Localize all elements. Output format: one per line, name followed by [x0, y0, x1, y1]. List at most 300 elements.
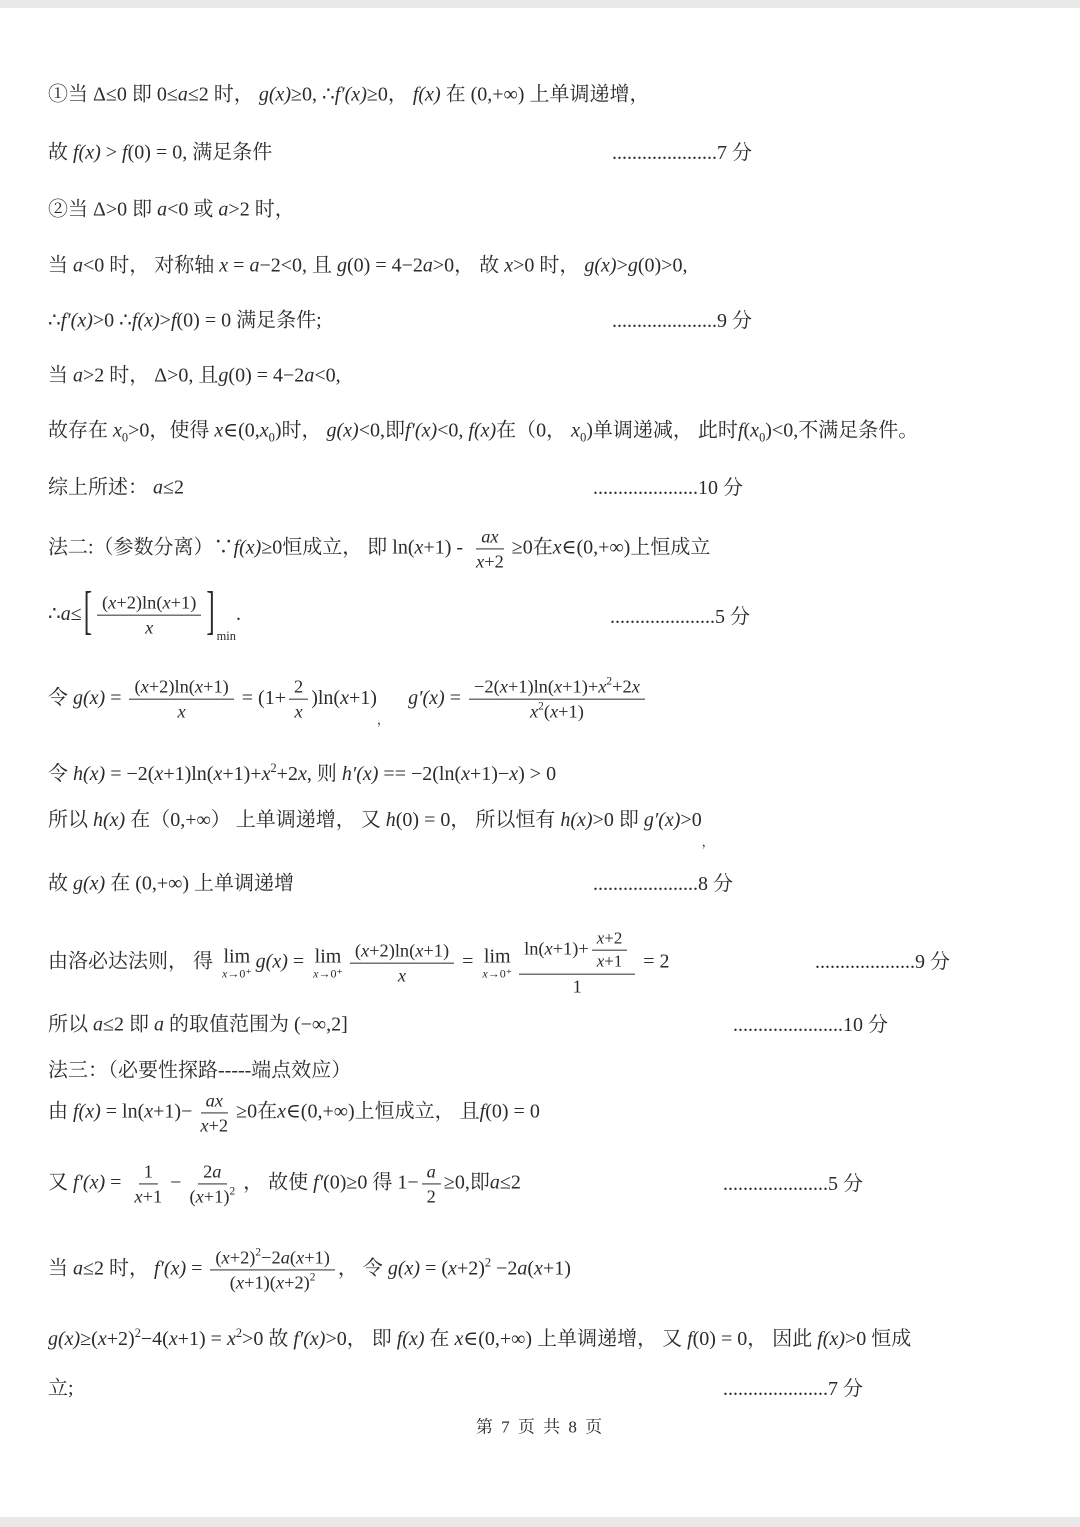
- math-var: g(x): [73, 872, 106, 895]
- math-text: 当: [48, 254, 73, 277]
- math-limit: [482, 946, 512, 980]
- math-text: 立;: [48, 1377, 74, 1400]
- math-var: a: [73, 254, 83, 277]
- math-text: 2: [538, 700, 544, 713]
- math-text: +1): [203, 1186, 230, 1207]
- math-fraction: [210, 1246, 334, 1293]
- math-var: x: [504, 254, 514, 277]
- math-var: ax: [481, 526, 499, 547]
- limit-under: [313, 967, 343, 980]
- math-var: f: [170, 309, 177, 332]
- math-var: f′(x): [73, 1171, 106, 1194]
- fraction-denominator: [290, 700, 308, 723]
- math-text: +2): [456, 1257, 485, 1280]
- math-var: x: [194, 676, 204, 697]
- fraction-denominator: [173, 700, 191, 723]
- limit-word: lim: [314, 945, 342, 968]
- page-bottom-edge: [0, 1517, 1080, 1527]
- math-text: 法三：（必要性探路-----端点效应）: [48, 1059, 352, 1082]
- math-low-subscript: [702, 835, 714, 849]
- math-var: a: [517, 1257, 528, 1280]
- math-line: [48, 1160, 1060, 1207]
- math-text: ∈(0,+∞)上恒成立: [561, 536, 711, 559]
- math-var: x: [750, 419, 760, 442]
- math-var: f(x): [468, 419, 497, 442]
- math-line: [48, 761, 1060, 787]
- math-var: a: [153, 1013, 164, 1036]
- math-text: ∴: [48, 309, 61, 332]
- math-text: 法二:（参数分离）∵: [48, 536, 234, 559]
- math-text: +2: [612, 676, 632, 697]
- math-text: (: [189, 1186, 196, 1207]
- math-text: 2: [270, 761, 277, 775]
- math-var: x: [221, 1247, 230, 1268]
- math-line: [48, 141, 1060, 166]
- score-marker: .....................8 分: [593, 872, 733, 895]
- fraction-denominator: [225, 1271, 321, 1294]
- score-marker: .....................7 分: [612, 141, 752, 164]
- math-var: x: [226, 1328, 236, 1350]
- math-text: 令: [48, 763, 73, 785]
- score-marker: .....................9 分: [612, 309, 752, 332]
- math-text: (0)>0,: [637, 254, 688, 277]
- math-var: x: [154, 763, 164, 785]
- math-var: f(x): [131, 309, 160, 332]
- math-var: x: [219, 254, 229, 277]
- fraction-numerator: [289, 676, 308, 700]
- math-line: [48, 872, 1060, 897]
- math-text: >0 时，: [513, 254, 585, 277]
- math-text: >0， 故: [432, 254, 505, 277]
- math-text: = −2(: [105, 763, 155, 785]
- fraction-numerator: [129, 676, 233, 700]
- math-var: a: [304, 364, 315, 387]
- math-var: x: [534, 1257, 543, 1280]
- math-line: [48, 676, 1060, 729]
- math-text: == −2(ln(: [378, 763, 462, 785]
- math-line: [48, 254, 1060, 279]
- fraction-denominator: [471, 550, 509, 573]
- math-text: <0,: [437, 419, 469, 442]
- math-var: g(x): [73, 686, 106, 709]
- math-line: [48, 1013, 1060, 1038]
- math-text: 在（0，: [496, 419, 572, 442]
- math-var: a: [212, 1161, 222, 1182]
- math-text: 由洛必达法则， 得: [48, 950, 218, 973]
- math-text: =: [444, 686, 466, 709]
- math-text: 综上所述：: [48, 476, 153, 499]
- math-var: x: [340, 686, 349, 709]
- math-line: [48, 1246, 1060, 1293]
- math-text: +1)+: [562, 676, 599, 697]
- math-var: f′(x): [334, 83, 367, 106]
- math-var: f: [687, 1328, 693, 1350]
- math-text: +1)−: [153, 1100, 193, 1123]
- math-line: [48, 476, 1060, 501]
- math-var: f(x): [396, 1328, 425, 1350]
- score-marker: .....................7 分: [723, 1377, 863, 1400]
- math-text: ≤2: [499, 1171, 521, 1194]
- math-text: = (: [420, 1257, 449, 1280]
- math-var: f(x): [233, 536, 262, 559]
- math-text: +2): [229, 1247, 256, 1268]
- math-text: +2: [604, 928, 623, 948]
- math-fraction: [97, 592, 201, 639]
- fraction-numerator: [139, 1160, 158, 1184]
- math-text: ∈(0,+∞)上恒成立， 且: [286, 1100, 480, 1123]
- math-text: (0)≥0 得 1−: [323, 1171, 419, 1194]
- math-text: 2: [235, 1326, 243, 1340]
- fraction-denominator: [422, 1185, 441, 1208]
- math-text: +1) -: [423, 536, 469, 559]
- math-fraction: [289, 676, 308, 723]
- fraction-numerator: [198, 1160, 226, 1184]
- math-text: >0 ∴: [92, 309, 132, 332]
- math-var: x: [108, 592, 117, 613]
- math-text: ≥(: [80, 1328, 98, 1350]
- math-var: x: [571, 419, 581, 442]
- math-text: +2): [284, 1272, 310, 1293]
- page-top-edge: [0, 0, 1080, 8]
- fraction-denominator: [525, 700, 589, 723]
- math-var: a: [93, 1013, 103, 1036]
- fraction-numerator: [210, 1246, 334, 1270]
- score-marker: ....................9 分: [815, 951, 950, 974]
- math-text: ln(: [524, 938, 545, 959]
- score-marker: .....................5 分: [723, 1172, 863, 1195]
- math-text: (: [229, 1272, 236, 1293]
- math-text: +2: [484, 551, 504, 572]
- math-text: >0 故: [242, 1328, 294, 1350]
- math-text: 在（0,+∞） 上单调递增， 又: [125, 808, 386, 831]
- math-var: g: [218, 364, 229, 387]
- math-var: x: [259, 419, 269, 442]
- math-var: x: [313, 966, 319, 981]
- math-text: 0: [580, 430, 587, 445]
- math-text: +1) =: [177, 1328, 227, 1350]
- math-text: ≤2 时，: [187, 83, 259, 106]
- math-text: ) > 0: [518, 763, 557, 785]
- math-var: x: [476, 551, 485, 572]
- math-text: (: [102, 592, 109, 613]
- math-text: 1: [572, 976, 582, 997]
- fraction-denominator: [195, 1114, 233, 1137]
- math-text: 2: [426, 1186, 436, 1207]
- math-var: h(x): [560, 808, 593, 831]
- math-line: [48, 83, 1060, 108]
- math-text: −: [170, 1171, 182, 1194]
- math-fraction: [469, 676, 645, 723]
- math-var: a: [218, 198, 229, 221]
- math-line: [48, 309, 1060, 334]
- math-line: [48, 583, 1060, 645]
- math-text: +1): [542, 1257, 571, 1280]
- math-var: g: [337, 254, 348, 277]
- fraction-numerator: [592, 929, 628, 951]
- math-line: [48, 198, 1060, 223]
- big-bracket: [: [83, 583, 93, 641]
- math-var: g′(x): [408, 686, 445, 709]
- math-text: (0) = 0: [485, 1100, 540, 1123]
- math-text: (: [289, 1247, 297, 1268]
- math-var: f′(x): [404, 419, 438, 442]
- math-text: 的取值范围为 (−∞,2]: [163, 1013, 348, 1036]
- math-text: 2: [229, 1185, 236, 1198]
- math-var: g(x): [255, 950, 288, 973]
- math-text: 2: [134, 1326, 141, 1340]
- math-text: +2)ln(: [148, 676, 195, 697]
- math-text: 又: [48, 1171, 73, 1194]
- fraction-numerator: [201, 1089, 228, 1113]
- math-text: (0) = 4−2: [228, 364, 305, 387]
- math-line: [48, 418, 1060, 446]
- math-text: 故存在: [48, 419, 113, 442]
- math-text: ≤2: [163, 476, 184, 499]
- math-text: >2 时，: [228, 198, 295, 221]
- math-text: ≥0在: [511, 536, 553, 559]
- math-var: x: [261, 763, 271, 785]
- math-var: x: [97, 1328, 107, 1350]
- math-text: −2: [491, 1257, 518, 1280]
- math-text: (0) = 0, 满足条件: [127, 141, 273, 164]
- math-text: =: [228, 254, 250, 277]
- math-var: a: [177, 83, 188, 106]
- math-var: x: [554, 676, 563, 697]
- math-text: [383, 687, 408, 709]
- math-text: <0 或: [167, 198, 219, 221]
- math-var: x: [552, 536, 562, 559]
- math-var: g(x): [584, 254, 617, 277]
- math-fraction: [422, 1160, 441, 1207]
- math-var: f: [122, 141, 128, 164]
- math-text: ≤2 即: [103, 1013, 154, 1036]
- math-text: =: [457, 950, 479, 973]
- math-text: >: [159, 309, 171, 332]
- math-text: 在 (0,+∞) 上单调递增: [105, 872, 295, 895]
- math-var: x: [454, 1328, 464, 1350]
- math-text: ， 故使: [243, 1171, 314, 1194]
- math-var: f′: [313, 1171, 324, 1194]
- math-text: 所以: [48, 808, 93, 831]
- math-text: ≥0恒成立， 即 ln(: [261, 536, 415, 559]
- math-text: 故: [48, 141, 73, 164]
- math-text: )ln(: [311, 686, 341, 709]
- math-var: f′(x): [60, 309, 93, 332]
- math-text: =: [105, 686, 127, 709]
- math-text: )单调递减， 此时: [586, 419, 738, 442]
- math-text: −2<0, 且: [259, 254, 338, 277]
- math-text: +1)+: [552, 938, 589, 959]
- math-text: 2: [255, 1246, 262, 1259]
- math-text: 由: [48, 1100, 73, 1123]
- math-var: a: [60, 602, 71, 625]
- math-text: +1)−: [470, 763, 510, 785]
- math-text: (: [527, 1257, 535, 1280]
- math-text: (: [354, 940, 361, 961]
- math-text: = 2: [638, 950, 670, 973]
- math-var: f(x): [817, 1328, 846, 1350]
- fraction-denominator: [184, 1185, 240, 1208]
- math-line: [48, 1377, 1060, 1402]
- math-text: 2: [309, 1271, 316, 1284]
- math-var: x: [499, 676, 508, 697]
- math-text: +1): [558, 701, 584, 722]
- math-var: x: [235, 1272, 245, 1293]
- math-text: 2: [203, 1161, 213, 1182]
- math-fraction: [129, 676, 233, 723]
- math-text: ∈(0,: [223, 419, 260, 442]
- math-text: 0: [121, 430, 129, 445]
- math-text: >0 即: [592, 808, 644, 831]
- math-text: >0，使得: [128, 419, 215, 442]
- math-text: ∈(0,+∞) 上单调递增， 又: [463, 1328, 688, 1350]
- math-var: x: [397, 965, 407, 986]
- math-var: x: [162, 592, 171, 613]
- fraction-numerator: [422, 1160, 441, 1184]
- math-var: h′(x): [341, 763, 379, 785]
- math-var: x: [144, 1100, 154, 1123]
- math-text: +2)ln(: [116, 592, 163, 613]
- math-text: ，: [701, 834, 715, 849]
- math-var: x: [145, 617, 154, 638]
- math-var: x: [277, 1100, 286, 1123]
- math-text: +2)ln(: [369, 940, 416, 961]
- math-text: +2): [106, 1328, 135, 1350]
- math-var: x: [294, 701, 303, 722]
- score-marker: ......................10 分: [733, 1013, 888, 1036]
- fraction-numerator: [476, 525, 503, 549]
- math-var: a: [153, 476, 163, 499]
- math-var: a: [426, 1161, 436, 1182]
- math-var: x: [113, 419, 122, 442]
- math-text: ∴: [48, 602, 61, 625]
- math-text: )<0,不满足条件。: [765, 419, 919, 442]
- limit-word: lim: [483, 945, 511, 968]
- math-text: 当: [48, 364, 73, 387]
- math-text: >0， 即: [325, 1328, 397, 1350]
- math-text: = (1+: [236, 686, 286, 709]
- math-var: ax: [205, 1090, 223, 1111]
- math-text: ①当 Δ≤0 即 0≤: [48, 83, 178, 106]
- math-fraction: [350, 939, 454, 986]
- math-var: h(x): [73, 763, 106, 785]
- math-superscript: [229, 1186, 235, 1198]
- math-low-subscript: [217, 629, 236, 643]
- math-var: a: [157, 198, 168, 221]
- math-text: +2: [208, 1115, 229, 1136]
- math-text: .: [235, 602, 241, 625]
- math-var: x: [448, 1257, 457, 1280]
- math-var: x: [296, 1247, 305, 1268]
- math-text: >: [616, 254, 628, 277]
- math-var: x: [195, 1186, 204, 1207]
- math-var: f: [479, 1100, 486, 1123]
- math-text: 当: [48, 1257, 73, 1280]
- math-var: g(x): [387, 1257, 421, 1280]
- math-var: x: [213, 763, 223, 785]
- math-var: x: [222, 966, 228, 981]
- math-line: [48, 929, 1060, 998]
- math-limit: [313, 946, 343, 980]
- math-text: 1: [143, 1161, 153, 1182]
- math-var: h: [385, 808, 396, 831]
- fraction-numerator: [97, 592, 201, 616]
- math-text: 2: [294, 676, 304, 697]
- limit-under: [482, 967, 512, 980]
- math-line: [48, 525, 1060, 572]
- math-var: a: [249, 254, 260, 277]
- math-text: +1): [423, 940, 450, 961]
- math-text: 在: [424, 1328, 455, 1350]
- limit-under: [222, 967, 252, 980]
- math-fraction: [129, 1160, 167, 1207]
- math-var: x: [177, 701, 186, 722]
- fraction-denominator: [393, 963, 411, 986]
- math-text: ，: [376, 712, 384, 727]
- math-text: +1): [304, 1247, 330, 1268]
- math-text: 令: [48, 686, 73, 709]
- math-text: →0⁺: [318, 966, 343, 981]
- math-superscript: [310, 1272, 316, 1284]
- math-text: (0) = 0， 所以恒有: [395, 808, 561, 831]
- math-text: 故: [48, 872, 73, 895]
- math-text: (: [215, 1247, 222, 1268]
- math-text: (0) = 4−2: [347, 254, 423, 277]
- math-text: (0) = 0 满足条件;: [176, 309, 322, 332]
- math-var: x: [509, 763, 519, 785]
- math-text: ≥0, ∴: [291, 83, 335, 106]
- math-var: a: [280, 1247, 290, 1268]
- math-text: <0 时， 对称轴: [83, 254, 220, 277]
- math-text: (0) = 0， 因此: [692, 1328, 818, 1350]
- math-fraction: [592, 929, 628, 973]
- math-text: ②当 Δ>0 即: [48, 198, 158, 221]
- math-line: [48, 1089, 1060, 1136]
- math-var: h(x): [93, 808, 126, 831]
- math-text: =: [287, 950, 310, 973]
- math-var: f(x): [73, 1100, 101, 1123]
- math-var: a: [489, 1171, 500, 1194]
- math-text: +1): [348, 686, 377, 709]
- math-text: +1)+: [222, 763, 262, 785]
- math-var: a: [73, 1257, 83, 1280]
- math-text: −2(: [474, 676, 500, 697]
- math-text: →0⁺: [227, 966, 252, 981]
- math-text: 所以: [48, 1013, 93, 1036]
- math-text: )时，: [274, 419, 327, 442]
- math-var: g(x): [326, 419, 359, 442]
- math-line: [48, 364, 1060, 389]
- math-text: = ln(: [100, 1100, 145, 1123]
- math-fraction: [471, 525, 509, 572]
- math-var: x: [631, 676, 640, 697]
- math-var: x: [200, 1115, 209, 1136]
- math-text: ≥0，: [366, 83, 413, 106]
- fraction-numerator: [519, 929, 635, 975]
- math-text: =: [186, 1257, 208, 1280]
- math-var: f(x): [73, 141, 101, 164]
- fraction-denominator: [568, 974, 587, 997]
- math-text: 在 (0,+∞) 上单调递增，: [440, 83, 650, 106]
- math-text: 0: [759, 430, 766, 445]
- math-text: , 则: [306, 763, 342, 785]
- math-line: [48, 808, 1060, 851]
- math-var: x: [596, 951, 605, 971]
- math-var: f′(x): [153, 1257, 187, 1280]
- math-text: +2: [276, 763, 298, 785]
- math-var: a: [422, 254, 433, 277]
- math-var: x: [214, 419, 224, 442]
